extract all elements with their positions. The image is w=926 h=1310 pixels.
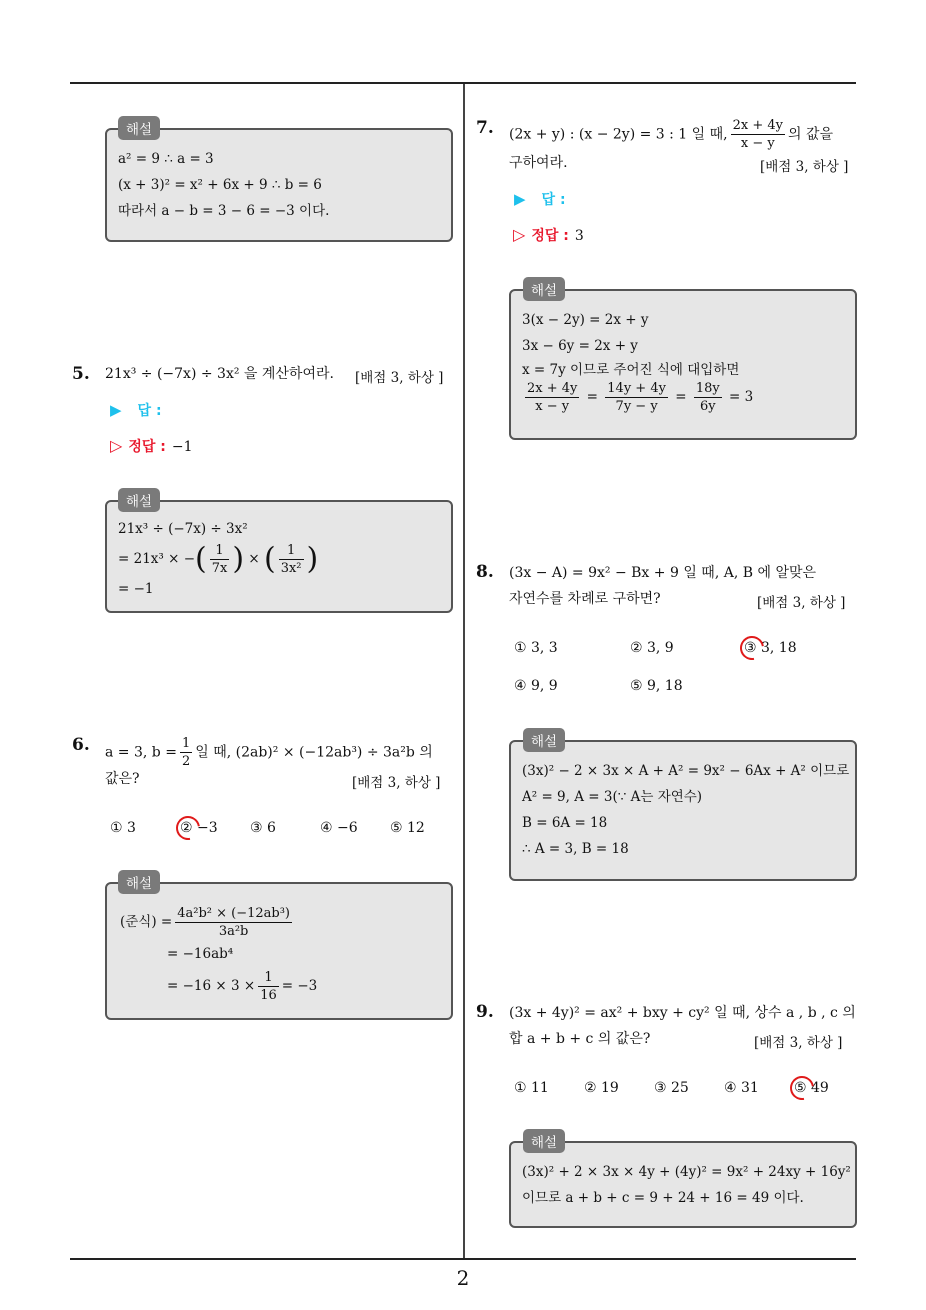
triangle-outline-icon: ▷: [110, 436, 123, 455]
fraction: $\frac{2x + 4y}{x - y}$: [732, 118, 783, 151]
solution-line: 3x − 6y = 2x + y: [522, 338, 638, 354]
correct-label: 정답 :: [128, 439, 166, 455]
q9-points: [배점 3, 하상 ]: [754, 1035, 843, 1051]
solution-line: 21x³ ÷ (−7x) ÷ 3x²: [118, 521, 248, 537]
solution-line: x = 7y 이므로 주어진 식에 대입하면: [522, 362, 740, 378]
times-sign: ×: [248, 551, 260, 567]
q6-solution-lines: [120, 902, 317, 1006]
selected-mark-icon: [735, 631, 768, 664]
q7-answer-line[interactable]: [514, 189, 566, 209]
q5-text: 21x³ ÷ (−7x) ÷ 3x² 을 계산하여라.: [105, 366, 334, 382]
q5-solution-lines: [118, 518, 318, 600]
q8-solution-tag: 해설: [523, 728, 565, 752]
solution-line: = −1: [118, 581, 154, 597]
solution-line: 3(x − 2y) = 2x + y: [522, 312, 649, 328]
choice-4[interactable]: ④ 9, 9: [514, 678, 558, 694]
choice-5[interactable]: ⑤ 49: [794, 1080, 829, 1096]
solution-line: (3x)² − 2 × 3x × A + A² = 9x² − 6Ax + A² 이므로: [522, 763, 850, 779]
choice-3[interactable]: ③ 6: [250, 820, 276, 836]
q7-solution-tag: 해설: [523, 277, 565, 301]
q8-solution-lines: [522, 758, 849, 862]
solution-line: = 21x³ × −( $\frac{1}{7x}$ ) × ( $\frac{1}{\text{3x²}}$ ): [118, 541, 319, 577]
play-icon: ▶: [514, 190, 526, 208]
choice-1[interactable]: ① 3, 3: [514, 640, 558, 656]
selected-mark-icon: [171, 811, 204, 844]
q5-answer-line[interactable]: [110, 400, 162, 420]
q6-text-2: 값은?: [105, 771, 140, 787]
fraction: $\frac{14y + 4y}{7y - y}$: [607, 381, 666, 414]
q5-points: [배점 3, 하상 ]: [355, 370, 444, 386]
correct-label: 정답 :: [531, 228, 569, 244]
solution-line: 이므로 a + b + c = 9 + 24 + 16 = 49 이다.: [522, 1190, 804, 1206]
choice-4[interactable]: ④ −6: [320, 820, 358, 836]
q7-points: [배점 3, 하상 ]: [760, 159, 849, 175]
solution-line: $\frac{2x + 4y}{x - y}$ = $\frac{14y + 4y}{7y - y}$ = $\frac{18y}{6y}$ = 3: [527, 381, 754, 414]
choice-4[interactable]: ④ 31: [724, 1080, 759, 1096]
fraction: $\frac{2x + 4y}{x - y}$: [527, 381, 578, 414]
choice-3[interactable]: ③ 3, 18: [744, 640, 797, 656]
fraction: $\frac{18y}{6y}$: [695, 381, 720, 414]
fraction: $\frac{\text{4a²b² × (−12ab³)}}{\text{3a²b}}$: [177, 906, 291, 939]
solution-line: ∴ A = 3, B = 18: [522, 841, 629, 857]
q7-solution-lines: [522, 307, 753, 415]
solution-line: = −16 × 3 × $\frac{1}{16}$ = −3: [167, 970, 318, 1003]
correct-value: 3: [574, 228, 584, 244]
answer-label: 답 :: [137, 403, 162, 419]
solution-line: (3x)² + 2 × 3x × 4y + (4y)² = 9x² + 24xy + 16y²: [522, 1164, 851, 1180]
answer-label: 답 :: [541, 192, 566, 208]
q9-text: (3x + 4y)² = ax² + bxy + cy² 일 때, 상수 a , b , c 의: [509, 1005, 856, 1021]
q6-solution-tag: 해설: [118, 870, 160, 894]
choice-2[interactable]: ② 19: [584, 1080, 619, 1096]
q5-number: 5.: [72, 364, 90, 384]
q7-number: 7.: [476, 118, 494, 138]
choice-5[interactable]: ⑤ 12: [390, 820, 425, 836]
correct-value: −1: [171, 439, 193, 455]
q8-text: (3x − A) = 9x² − Bx + 9 일 때, A, B 에 알맞은: [509, 565, 817, 581]
q9-number: 9.: [476, 1002, 494, 1022]
solution-text: = 21x³ × −: [118, 551, 196, 567]
q6-text: a = 3, b = $\frac{1}{2}$ 일 때, (2ab)² × (−12ab³) ÷ 3a²b 의: [105, 736, 433, 769]
choice-2[interactable]: ② −3: [180, 820, 218, 836]
choice-1[interactable]: ① 3: [110, 820, 136, 836]
bottom-rule: [70, 1258, 856, 1260]
q6-points: [배점 3, 하상 ]: [352, 775, 441, 791]
q7-text: (2x + y) : (x − 2y) = 3 : 1 일 때, $\frac{2x + 4y}{x - y}$ 의 값을: [509, 118, 834, 151]
selected-mark-icon: [785, 1071, 818, 1104]
fraction: $\frac{1}{7x}$: [211, 543, 228, 576]
q8-points: [배점 3, 하상 ]: [757, 595, 846, 611]
q8-number: 8.: [476, 562, 494, 582]
q7-text-2: 구하여라.: [509, 155, 568, 171]
triangle-outline-icon: ▷: [513, 225, 526, 244]
solution-line: a² = 9 ∴ a = 3: [118, 151, 214, 167]
q7-correct: [513, 225, 584, 245]
fraction: $\frac{1}{16}$: [260, 970, 277, 1003]
solution-line: A² = 9, A = 3(∵ A는 자연수): [522, 789, 703, 805]
page-number: 2: [456, 1266, 470, 1290]
q9-solution-lines: [522, 1159, 851, 1211]
q4-solution-tag: 해설: [118, 116, 160, 140]
choice-3[interactable]: ③ 25: [654, 1080, 689, 1096]
q4-solution-lines: [118, 146, 329, 224]
choice-2[interactable]: ② 3, 9: [630, 640, 674, 656]
choice-5[interactable]: ⑤ 9, 18: [630, 678, 683, 694]
q5-correct: [110, 436, 192, 456]
q9-text-2: 합 a + b + c 의 값은?: [509, 1031, 651, 1047]
q6-number: 6.: [72, 735, 90, 755]
solution-line: (준식) = $\frac{\text{4a²b² × (−12ab³)}}{\text{3a²b}}$: [120, 906, 291, 939]
q5-solution-tag: 해설: [118, 488, 160, 512]
solution-line: 따라서 a − b = 3 − 6 = −3 이다.: [118, 203, 330, 219]
play-icon: ▶: [110, 401, 122, 419]
fraction: $\frac{1}{2}$: [181, 736, 191, 769]
q8-text-2: 자연수를 차례로 구하면?: [509, 591, 661, 607]
solution-line: (x + 3)² = x² + 6x + 9 ∴ b = 6: [118, 177, 322, 193]
fraction: $\frac{1}{\text{3x²}}$: [280, 543, 302, 576]
column-divider: [463, 84, 465, 1259]
choice-1[interactable]: ① 11: [514, 1080, 549, 1096]
q9-solution-tag: 해설: [523, 1129, 565, 1153]
solution-line: B = 6A = 18: [522, 815, 608, 831]
solution-line: = −16ab⁴: [167, 946, 234, 962]
